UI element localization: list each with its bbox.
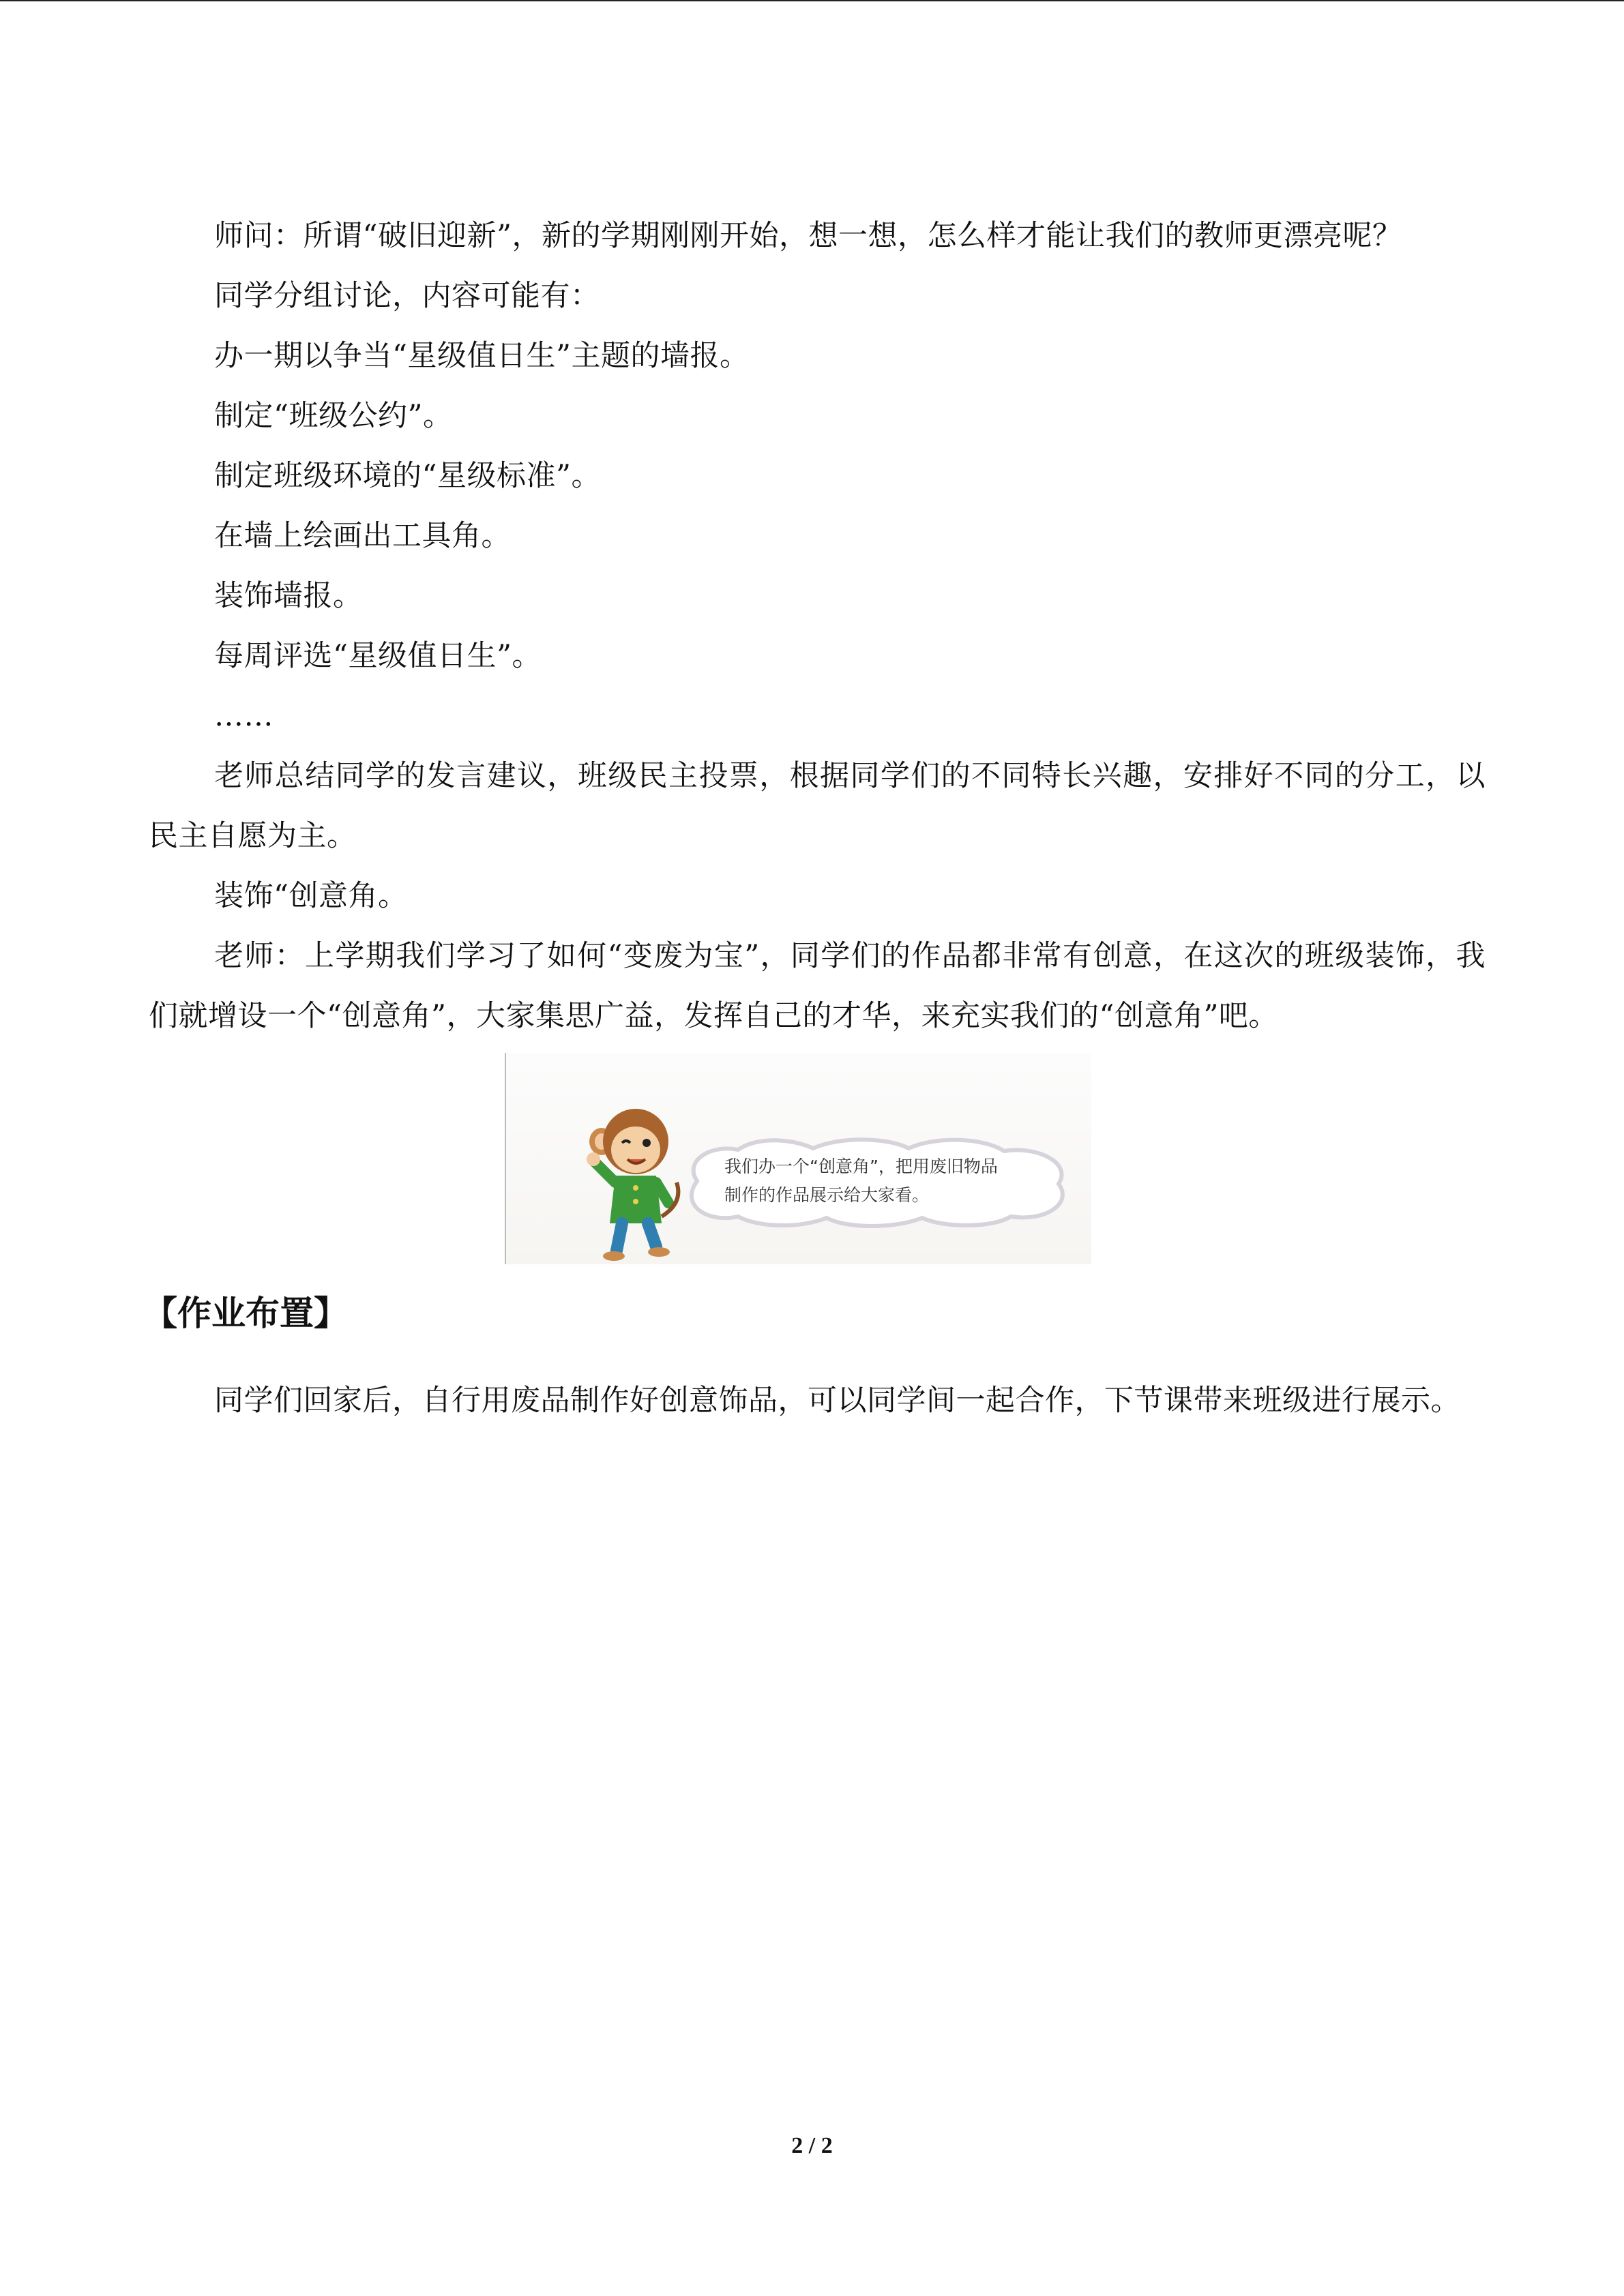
paragraph-teacher-creative-corner: 老师：上学期我们学习了如何“变废为宝”，同学们的作品都非常有创意，在这次的班级装饰，我们就增设一个“创意角”，大家集思广益，发挥自己的才华，来充实我们的“创意角”吧。 [149,939,1486,1033]
page-number: 2 / 2 [791,2133,833,2158]
paragraph-decorate-creative-corner: 装饰“创意角。 [214,879,408,913]
paragraph-teacher-summary: 老师总结同学的发言建议，班级民主投票，根据同学们的不同特长兴趣，安排好不同的分工，以民主自愿为主。 [149,759,1486,853]
list-item-tool-corner: 在墙上绘画出工具角。 [214,519,511,553]
bubble-text-line1: 我们办一个“创意角”，把用废旧物品 [724,1157,998,1176]
list-item-weekly-selection: 每周评选“星级值日生”。 [214,639,542,673]
list-item-star-standard: 制定班级环境的“星级标准”。 [214,459,601,493]
paragraph-group-discussion: 同学分组讨论，内容可能有： [214,279,600,313]
homework-section-title: 【作业布置】 [143,1294,348,1333]
list-item-class-convention: 制定“班级公约”。 [214,399,453,433]
bubble-text-line2: 制作的作品展示给大家看。 [724,1185,930,1205]
creative-corner-illustration [505,1053,1091,1264]
paragraph-teacher-question: 师问：所谓“破旧迎新”，新的学期刚刚开始，想一想，怎么样才能让我们的教师更漂亮呢？ [214,219,1402,253]
list-item-decorate-wall: 装饰墙报。 [214,579,363,613]
homework-text: 同学们回家后，自行用废品制作好创意饰品，可以同学间一起合作，下节课带来班级进行展示。 [214,1384,1460,1418]
list-item-wall-newspaper: 办一期以争当“星级值日生”主题的墙报。 [214,339,750,373]
page-content [143,206,1486,1431]
list-item-ellipsis: …… [214,699,274,733]
cloud-speech-bubble [670,1133,1079,1229]
